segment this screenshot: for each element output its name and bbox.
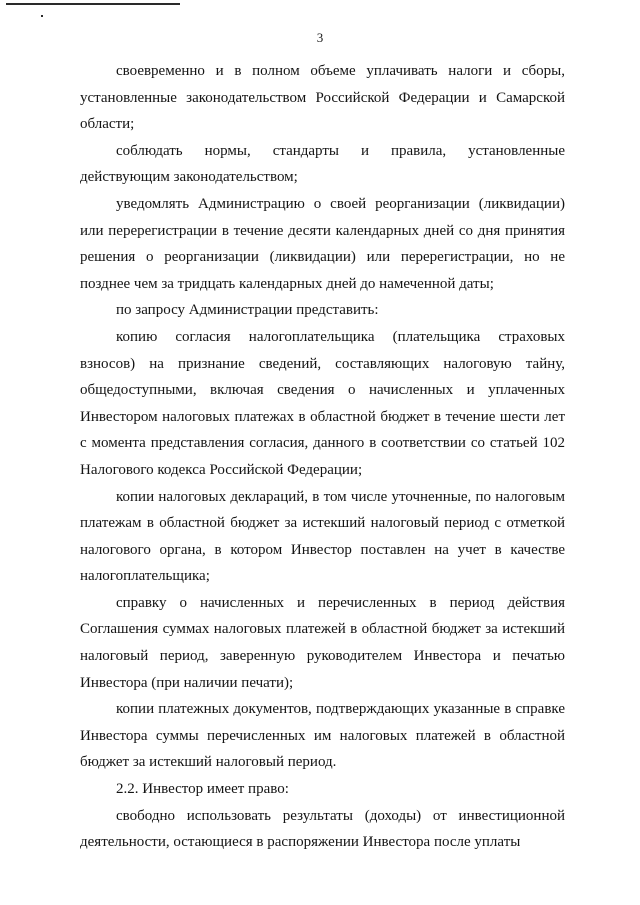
page-number: 3	[316, 30, 324, 45]
paragraph-taxes: своевременно и в полном объеме уплачивать налоги и сборы, установленные законодательством Российской Федерации и Самарской области;	[80, 63, 565, 133]
paragraph-on-request: по запросу Администрации представить:	[116, 302, 379, 319]
scan-artifact-line	[6, 3, 180, 5]
scan-artifact-dot	[41, 15, 43, 17]
paragraph-use-results: свободно использовать результаты (доходы) от инвестиционной деятельности, остающиеся в распоряжении Инвестора после уплаты	[80, 807, 565, 851]
paragraph-declarations: копии налоговых деклараций, в том числе уточненные, по налоговым платежам в областной бюджет за истекший налоговый период с отметкой налогового органа, в котором Инвестор поставлен на учет в качестве налогоплательщика;	[80, 488, 565, 585]
paragraph-consent-copy: копию согласия налогоплательщика (плательщика страховых взносов) на признание сведений, составляющих налоговую тайну, общедоступными, включая сведения о начисленных и уплаченных Инвестором налоговых платежах в областной бюджет в течение шести лет с момента представления согласия, данного в соответствии со статьей 102 Налогового кодекса Российской Федерации;	[80, 328, 565, 478]
paragraph-certificate: справку о начисленных и перечисленных в период действия Соглашения суммах налоговых платежей в областной бюджет за истекший налоговый период, заверенную руководителем Инвестора и печатью Инвестора (при наличии печати);	[80, 594, 565, 691]
paragraph-standards: соблюдать нормы, стандарты и правила, установленные действующим законодательством;	[80, 142, 565, 186]
section-heading-2-2: 2.2. Инвестор имеет право:	[116, 781, 289, 798]
paragraph-payment-docs: копии платежных документов, подтверждающих указанные в справке Инвестора суммы перечисленных им налоговых платежей в областной бюджет за истекший налоговый период.	[80, 701, 565, 771]
paragraph-notify: уведомлять Администрацию о своей реорганизации (ликвидации) или перерегистрации в течение десяти календарных дней со дня принятия решения о реорганизации (ликвидации) или перерегистрации, но не позднее чем за тридцать календарных дней до намеченной даты;	[80, 195, 565, 292]
document-body	[80, 58, 565, 856]
